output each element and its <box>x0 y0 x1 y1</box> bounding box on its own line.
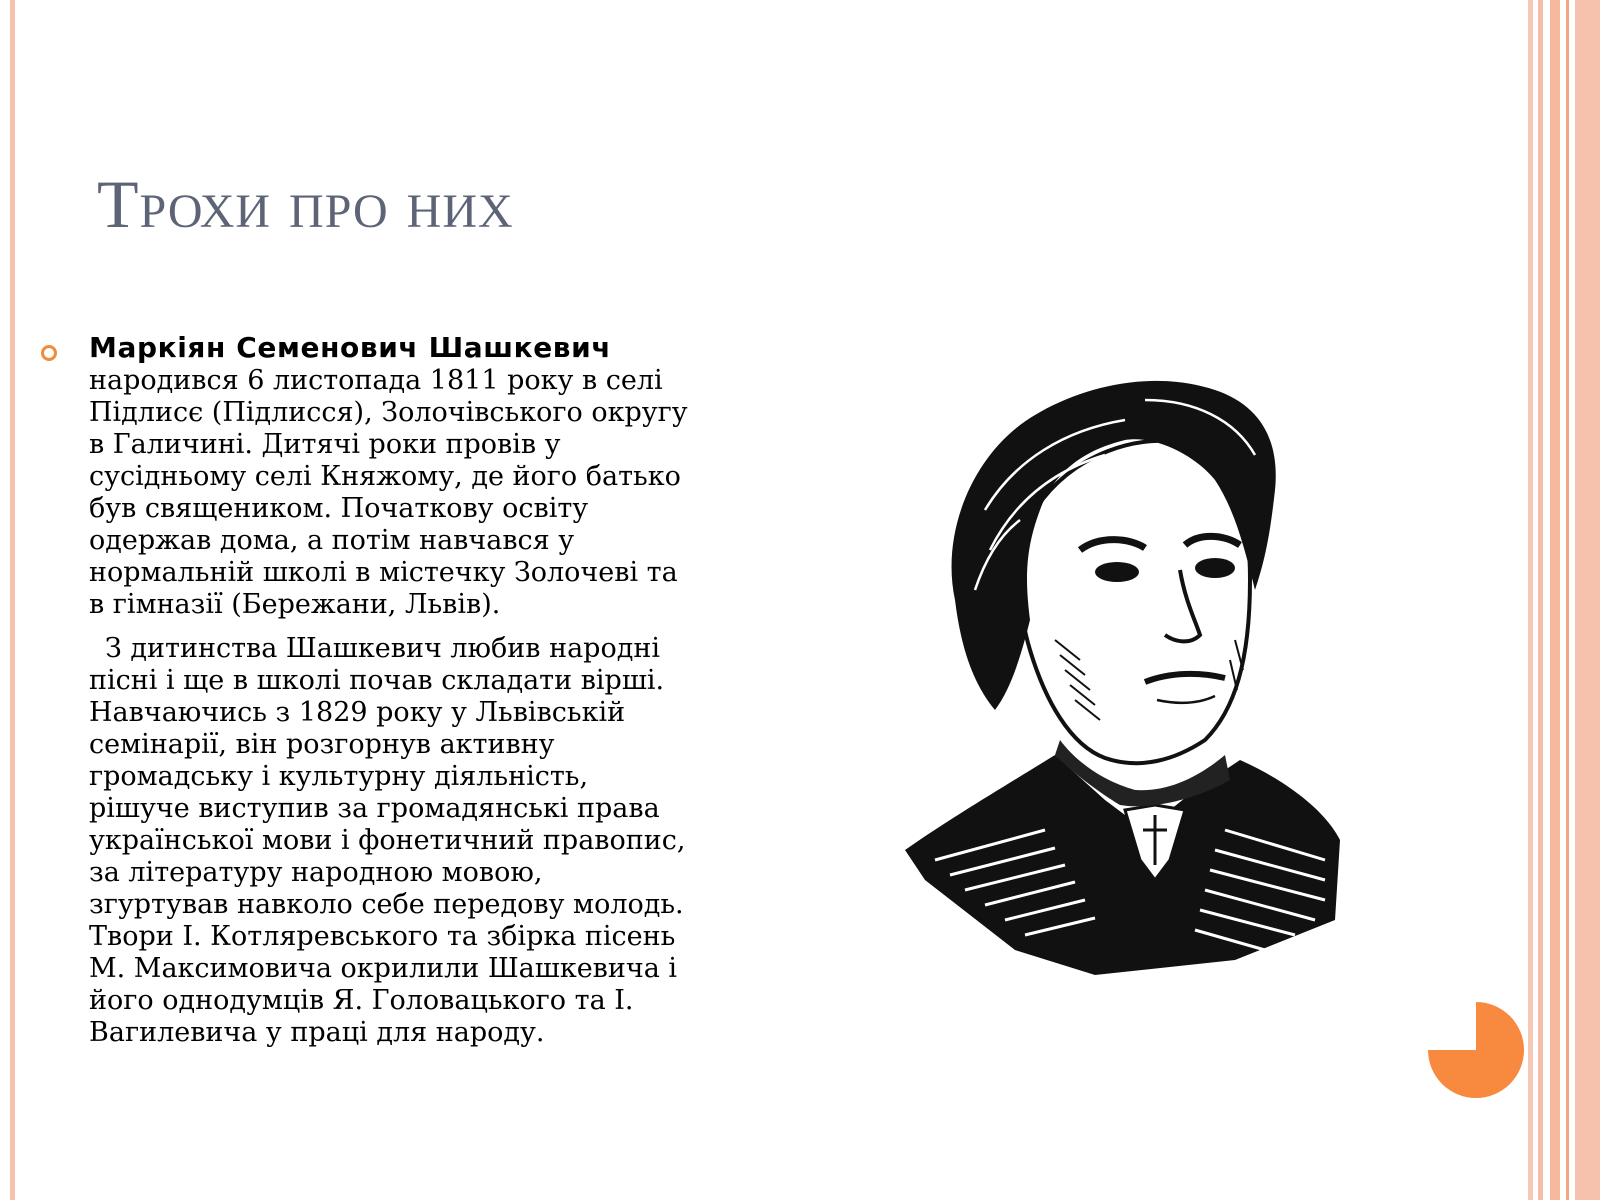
right-border-stripe <box>1538 0 1543 1200</box>
quarter-circle-decoration <box>1428 1002 1524 1098</box>
circle-bullet-icon <box>41 345 57 361</box>
right-border-stripe <box>1575 0 1600 1200</box>
slide-title: Трохи про них <box>97 166 514 242</box>
paragraph-1 <box>89 332 689 621</box>
portrait-illustration <box>895 360 1385 1000</box>
right-border-stripe <box>1550 0 1560 1200</box>
left-border-stripe <box>10 0 15 1200</box>
person-name: Маркіян Семенович Шашкевич <box>89 331 612 364</box>
slide-body <box>89 332 689 1049</box>
right-border-stripe <box>1528 0 1533 1200</box>
paragraph-1-text: народився 6 листопада 1811 року в селі Підлисє (Підлисся), Золочівського округу в Галичині. Дитячі роки провів у сусідньому селі Княжому, де його батько був священиком. Початкову освіту одержав дома, а потім навчався у нормальній школі в містечку Золочеві та в гімназії (Бережани, Львів). <box>89 365 688 620</box>
paragraph-2: З дитинства Шашкевич любив народні пісні і ще в школі почав складати вірші. Навчаючись з 1829 року у Львівській семінарії, він розгорнув активну громадську і культурну діяльність, рішуче виступив за громадянські права української мови і фонетичний правопис, за літературу народною мовою, згуртував навколо себе передову молодь. Твори І. Котляревського та збірка пісень М. Максимовича окрилили Шашкевича і його однодумців Я. Головацького та І. Вагилевича у праці для народу. <box>89 633 686 1048</box>
right-border-stripe <box>1566 0 1569 1200</box>
